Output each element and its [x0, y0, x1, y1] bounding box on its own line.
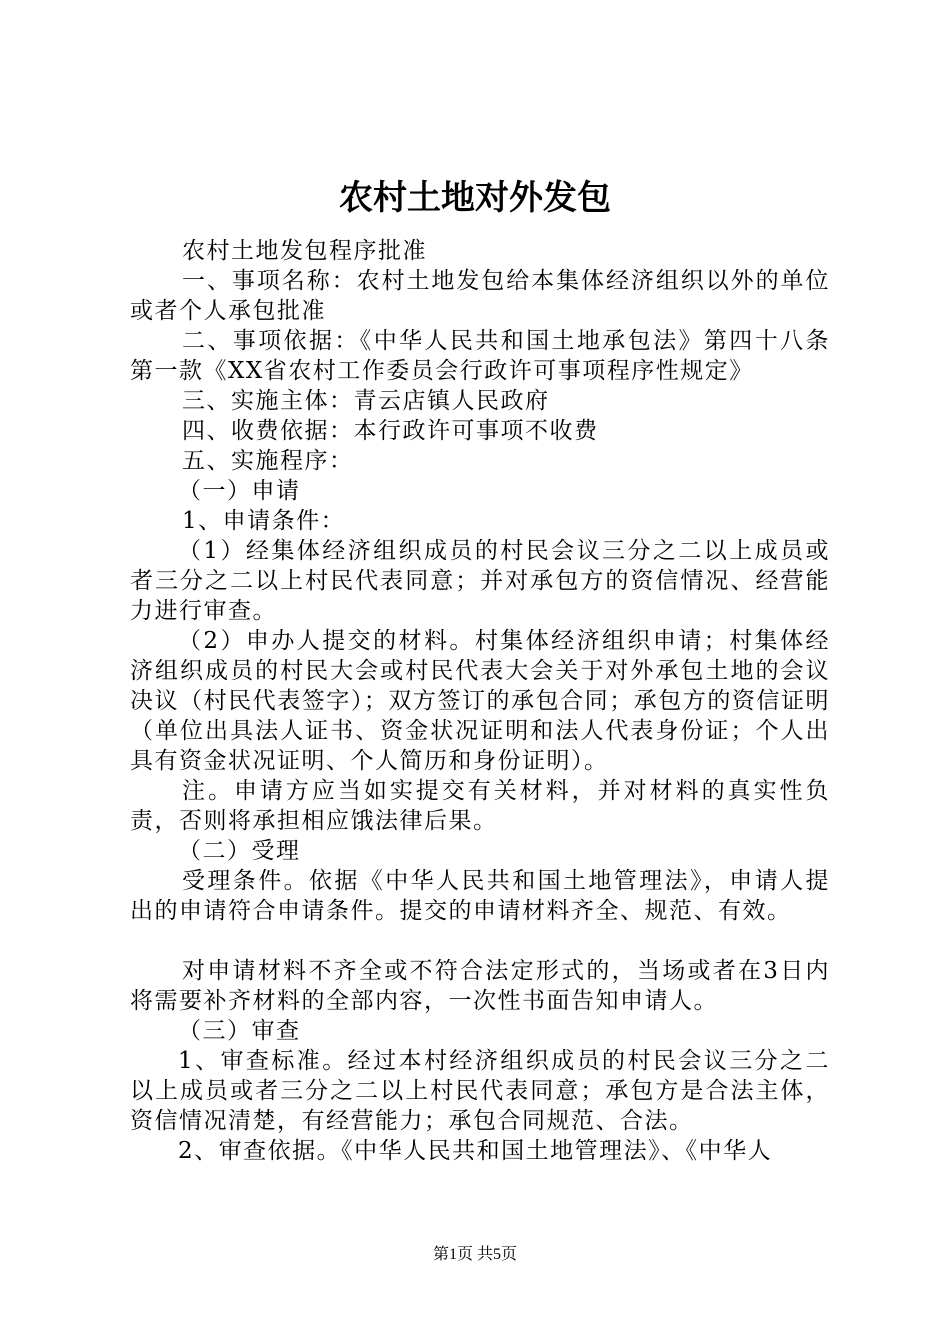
- paragraph-review-standard: 1、审查标准。经过本村经济组织成员的村民会议三分之二以上成员或者三分之二以上村民代表同意；承包方是合法主体，资信情况清楚，有经营能力；承包合同规范、合法。: [130, 1048, 830, 1134]
- paragraph-accept-conditions: 受理条件。依据《中华人民共和国土地管理法》，申请人提出的申请符合申请条件。提交的申请材料齐全、规范、有效。: [130, 868, 830, 924]
- paragraph-subtitle: 农村土地发包程序批准: [182, 238, 427, 264]
- section-heading-apply: （一）申请: [178, 478, 301, 504]
- paragraph-incomplete-materials: 对申请材料不齐全或不符合法定形式的，当场或者在3日内将需要补齐材料的全部内容，一次性书面告知申请人。: [130, 958, 830, 1014]
- paragraph-condition-2: （2）申办人提交的材料。村集体经济组织申请；村集体经济组织成员的村民大会或村民代表大会关于对外承包土地的会议决议（村民代表签字）；双方签订的承包合同；承包方的资信证明（单位出具法人证书、资金状况证明和法人代表身份证；个人出具有资金状况证明、个人简历和身份证明）。: [130, 628, 830, 774]
- paragraph-fee-basis: 四、收费依据：本行政许可事项不收费: [182, 418, 599, 444]
- paragraph-item-name: 一、事项名称：农村土地发包给本集体经济组织以外的单位或者个人承包批准: [130, 268, 830, 324]
- paragraph-item-basis: 二、事项依据：《中华人民共和国土地承包法》第四十八条第一款《XX省农村工作委员会行政许可事项程序性规定》: [130, 328, 830, 384]
- paragraph-review-basis: 2、审查依据。《中华人民共和国土地管理法》、《中华人: [178, 1138, 773, 1164]
- section-heading-review: （三）审查: [178, 1018, 301, 1044]
- document-body: [130, 236, 830, 1166]
- paragraph-procedure: 五、实施程序：: [182, 448, 354, 474]
- paragraph-apply-conditions: 1、申请条件：: [182, 508, 346, 534]
- paragraph-note: 注。申请方应当如实提交有关材料，并对材料的真实性负责，否则将承担相应饿法律后果。: [130, 778, 830, 834]
- document-title: 农村土地对外发包: [339, 178, 611, 218]
- section-heading-accept: （二）受理: [178, 838, 301, 864]
- paragraph-implementer: 三、实施主体：青云店镇人民政府: [182, 388, 550, 414]
- page-number: 第1页 共5页: [432, 1246, 517, 1263]
- paragraph-condition-1: （1）经集体经济组织成员的村民会议三分之二以上成员或者三分之二以上村民代表同意；并对承包方的资信情况、经营能力进行审查。: [130, 538, 830, 624]
- paragraph-gap: [130, 926, 830, 956]
